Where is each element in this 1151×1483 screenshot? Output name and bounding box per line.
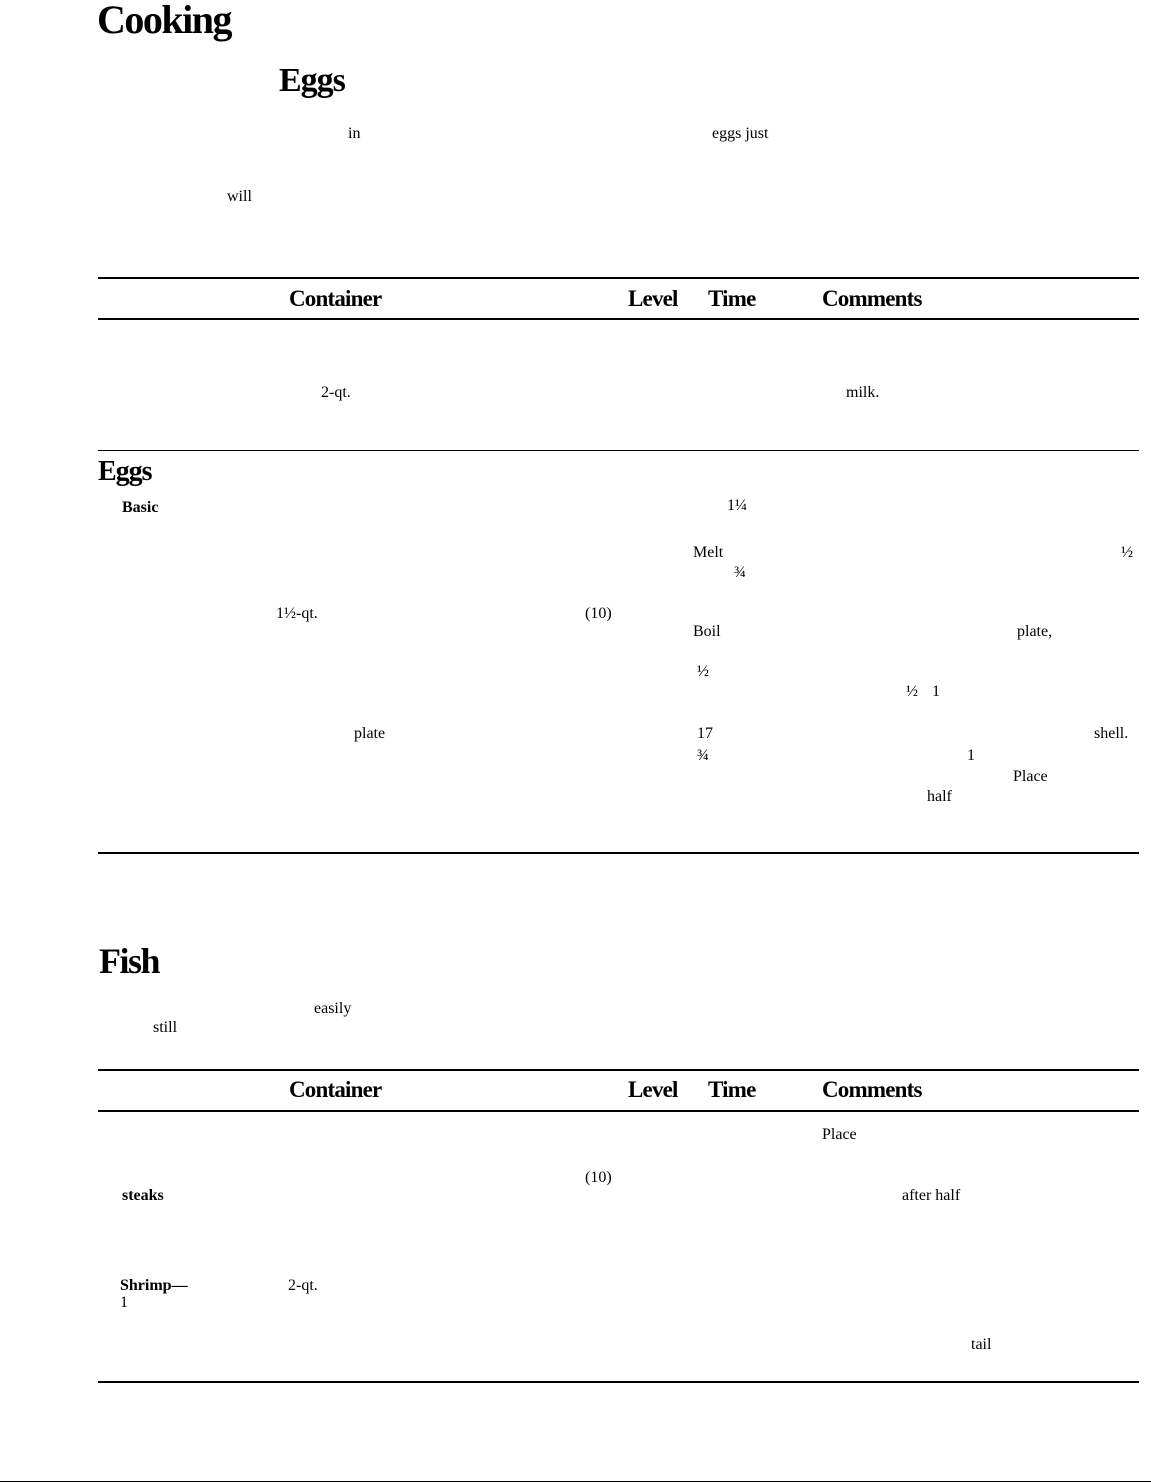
table-cell-fragment: (10) [585, 605, 612, 622]
header-level: Level [628, 286, 678, 311]
table-cell-fragment: plate [354, 725, 386, 742]
table-cell-fragment: ½ [697, 663, 709, 680]
table-cell-fragment: Boil [693, 623, 721, 640]
table-bottom-rule [98, 852, 1139, 854]
intro-fragment: in [348, 125, 361, 142]
eggs-section-heading: Eggs [279, 62, 345, 99]
fish-table-bottom-rule [98, 1381, 1139, 1383]
table-cell-fragment: ½ [906, 683, 918, 700]
header-container: Container [289, 286, 382, 311]
table-cell-fragment: 1 [120, 1294, 128, 1311]
table-cell-fragment: 1¼ [727, 497, 747, 514]
fish-table-header-rule [98, 1110, 1139, 1112]
eggs-row-label: Eggs [98, 456, 152, 487]
page-title: Cooking [97, 0, 231, 42]
table-cell-fragment: shell. [1094, 725, 1129, 742]
table-cell-fragment: half [927, 788, 952, 805]
header-time: Time [708, 286, 756, 311]
table-cell-fragment: plate, [1017, 623, 1053, 640]
table-cell-fragment: ¾ [734, 564, 746, 581]
page-bottom-rule [0, 1481, 1151, 1482]
table-cell-fragment: ½ [1121, 544, 1133, 561]
table-cell-fragment: 2-qt. [288, 1277, 318, 1294]
row-label-basic: Basic [122, 499, 159, 516]
table-row-rule [98, 450, 1139, 451]
table-cell-fragment: 17 [697, 725, 713, 742]
intro-fragment: easily [314, 1000, 352, 1017]
table-cell-fragment: ¾ [697, 747, 709, 764]
table-header-rule [98, 318, 1139, 320]
table-cell-fragment: Place [1013, 768, 1048, 785]
fish-header-level: Level [628, 1077, 678, 1102]
fish-table-top-rule [98, 1069, 1139, 1071]
table-cell-fragment: after half [902, 1187, 961, 1204]
table-cell-fragment: 2-qt. [321, 384, 351, 401]
table-cell-fragment: Melt [693, 544, 724, 561]
table-cell-fragment: 1 [967, 747, 975, 764]
table-top-rule [98, 277, 1139, 279]
table-cell-fragment: (10) [585, 1169, 612, 1186]
intro-fragment: still [153, 1019, 178, 1036]
fish-header-comments: Comments [822, 1077, 922, 1102]
table-cell-fragment: 1½-qt. [276, 605, 318, 622]
fish-section-heading: Fish [99, 941, 160, 981]
intro-fragment: eggs just [712, 125, 769, 142]
fish-header-container: Container [289, 1077, 382, 1102]
header-comments: Comments [822, 286, 922, 311]
table-cell-fragment: tail [971, 1336, 992, 1353]
table-cell-fragment: 1 [932, 683, 940, 700]
row-label-shrimp: Shrimp— [120, 1277, 188, 1294]
table-cell-fragment: milk. [846, 384, 880, 401]
row-label-steaks: steaks [122, 1187, 164, 1204]
table-cell-fragment: Place [822, 1126, 857, 1143]
intro-fragment: will [227, 188, 252, 205]
fish-header-time: Time [708, 1077, 756, 1102]
